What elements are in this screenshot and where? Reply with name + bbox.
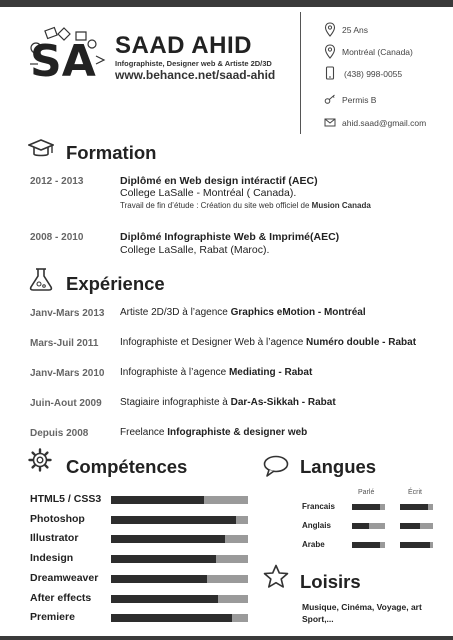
formation-1-note (120, 201, 371, 210)
exp-1-date: Janv-Mars 2013 (30, 308, 105, 319)
flask-icon (28, 266, 54, 292)
exp-3-date: Janv-Mars 2010 (30, 368, 105, 379)
hobbies-title: Loisirs (300, 571, 361, 592)
exp-1-text: Artiste 2D/3D à l’agence (120, 307, 231, 318)
skill-label: After effects (30, 591, 92, 604)
graduation-cap-icon (28, 138, 54, 162)
exp-5-text: Freelance (120, 427, 168, 438)
phone-icon (324, 66, 336, 81)
website-link[interactable]: www.behance.net/saad-ahid (115, 68, 276, 82)
sa-logo (26, 26, 108, 82)
skill-bar-fill (111, 516, 236, 524)
exp-5-date: Depuis 2008 (30, 428, 89, 439)
exp-5-bold: Infographiste & designer web (167, 427, 308, 438)
lang-col-written: Écrit (408, 489, 422, 496)
exp-3-bold: Mediating - Rabat (228, 367, 313, 378)
formation-1-degree: Diplômé en Web design intéractif (AEC) (120, 175, 318, 187)
person-subtitle: Infographiste, Designer web & Artiste 2D/3D (115, 59, 272, 68)
language-written-fill (400, 504, 428, 510)
header-divider (300, 12, 301, 134)
exp-2-text: Infographiste et Designer Web à l’agence (120, 337, 307, 348)
language-name: Francais (302, 502, 335, 511)
language-name: Arabe (302, 540, 325, 549)
formation-2-school: College LaSalle, Rabat (Maroc). (120, 244, 270, 256)
skill-label: Dreamweaver (30, 571, 99, 584)
skill-bar-fill (111, 575, 207, 583)
location-pin-icon (324, 44, 336, 59)
formation-2-years: 2008 - 2010 (30, 232, 84, 243)
language-spoken-bar (352, 542, 385, 548)
language-written-bar (400, 523, 433, 529)
location-pin-icon (324, 22, 336, 37)
skill-label: Illustrator (30, 532, 79, 545)
formation-title: Formation (66, 142, 157, 163)
exp-4-desc (120, 397, 336, 408)
exp-3-text: Infographiste à l’agence (120, 367, 229, 378)
mail-icon (324, 115, 336, 130)
skill-bar-fill (111, 535, 225, 543)
language-spoken-bar (352, 523, 385, 529)
languages-title: Langues (300, 456, 377, 477)
formation-1-note-bold: Musion Canada (311, 201, 371, 210)
language-name: Anglais (302, 521, 331, 530)
star-icon (263, 564, 289, 589)
skill-bar (111, 535, 248, 543)
contact-license-text: Permis B (342, 95, 377, 105)
top-bar (0, 0, 453, 7)
exp-3-desc (120, 367, 312, 378)
exp-1-desc (120, 307, 366, 318)
exp-2-desc (120, 337, 416, 348)
skill-bar (111, 575, 248, 583)
language-spoken-bar (352, 504, 385, 510)
language-written-bar (400, 504, 433, 510)
skill-bar (111, 516, 248, 524)
skill-bar-fill (111, 555, 216, 563)
skill-bar (111, 555, 248, 563)
skill-label: Indesign (30, 552, 74, 565)
skills-title: Compétences (66, 456, 188, 477)
exp-5-desc (120, 427, 307, 438)
skill-label: Photoshop (30, 512, 85, 525)
language-written-bar (400, 542, 433, 548)
language-spoken-fill (352, 542, 380, 548)
gear-icon (28, 448, 52, 472)
hobbies-text: Musique, Cinéma, Voyage, art Sport,... (302, 602, 422, 624)
formation-1-school: College LaSalle - Montréal ( Canada). (120, 187, 297, 199)
exp-4-date: Juin-Aout 2009 (30, 398, 102, 409)
skill-bar-fill (111, 496, 204, 504)
bottom-bar (0, 636, 453, 640)
contact-email-text: ahid.saad@gmail.com (342, 118, 427, 128)
formation-1-note-text: Travail de fin d’étude : Création du site web officiel de (120, 201, 312, 210)
formation-2-degree: Diplômé Infographiste Web & Imprimé(AEC) (120, 231, 340, 243)
language-spoken-fill (352, 523, 369, 529)
contact-phone-text: (438) 998-0055 (344, 69, 403, 79)
contact-age-text: 25 Ans (342, 25, 368, 35)
exp-2-date: Mars-Juil 2011 (30, 338, 99, 349)
formation-1-years: 2012 - 2013 (30, 176, 84, 187)
skill-label: HTML5 / CSS3 (30, 493, 102, 505)
contact-location-text: Montréal (Canada) (342, 47, 413, 57)
language-spoken-fill (352, 504, 380, 510)
exp-4-text: Stagiaire infographiste à (120, 397, 231, 408)
skill-bar (111, 496, 248, 504)
svg-text:SA: SA (30, 36, 96, 82)
language-written-fill (400, 542, 430, 548)
exp-2-bold: Numéro double - Rabat (306, 337, 417, 348)
lang-col-spoken: Parlé (358, 489, 375, 496)
exp-1-bold: Graphics eMotion - Montréal (230, 307, 366, 318)
skill-bar-fill (111, 595, 218, 603)
skill-bar (111, 614, 248, 622)
skill-label: Premiere (30, 611, 75, 624)
key-icon (324, 92, 336, 107)
experience-title: Expérience (66, 273, 165, 294)
exp-4-bold: Dar-As-Sikkah - Rabat (230, 397, 336, 408)
skill-bar-fill (111, 614, 232, 622)
language-written-fill (400, 523, 420, 529)
person-name: SAAD AHID (115, 32, 252, 59)
skill-bar (111, 595, 248, 603)
speech-bubble-icon (263, 455, 289, 477)
